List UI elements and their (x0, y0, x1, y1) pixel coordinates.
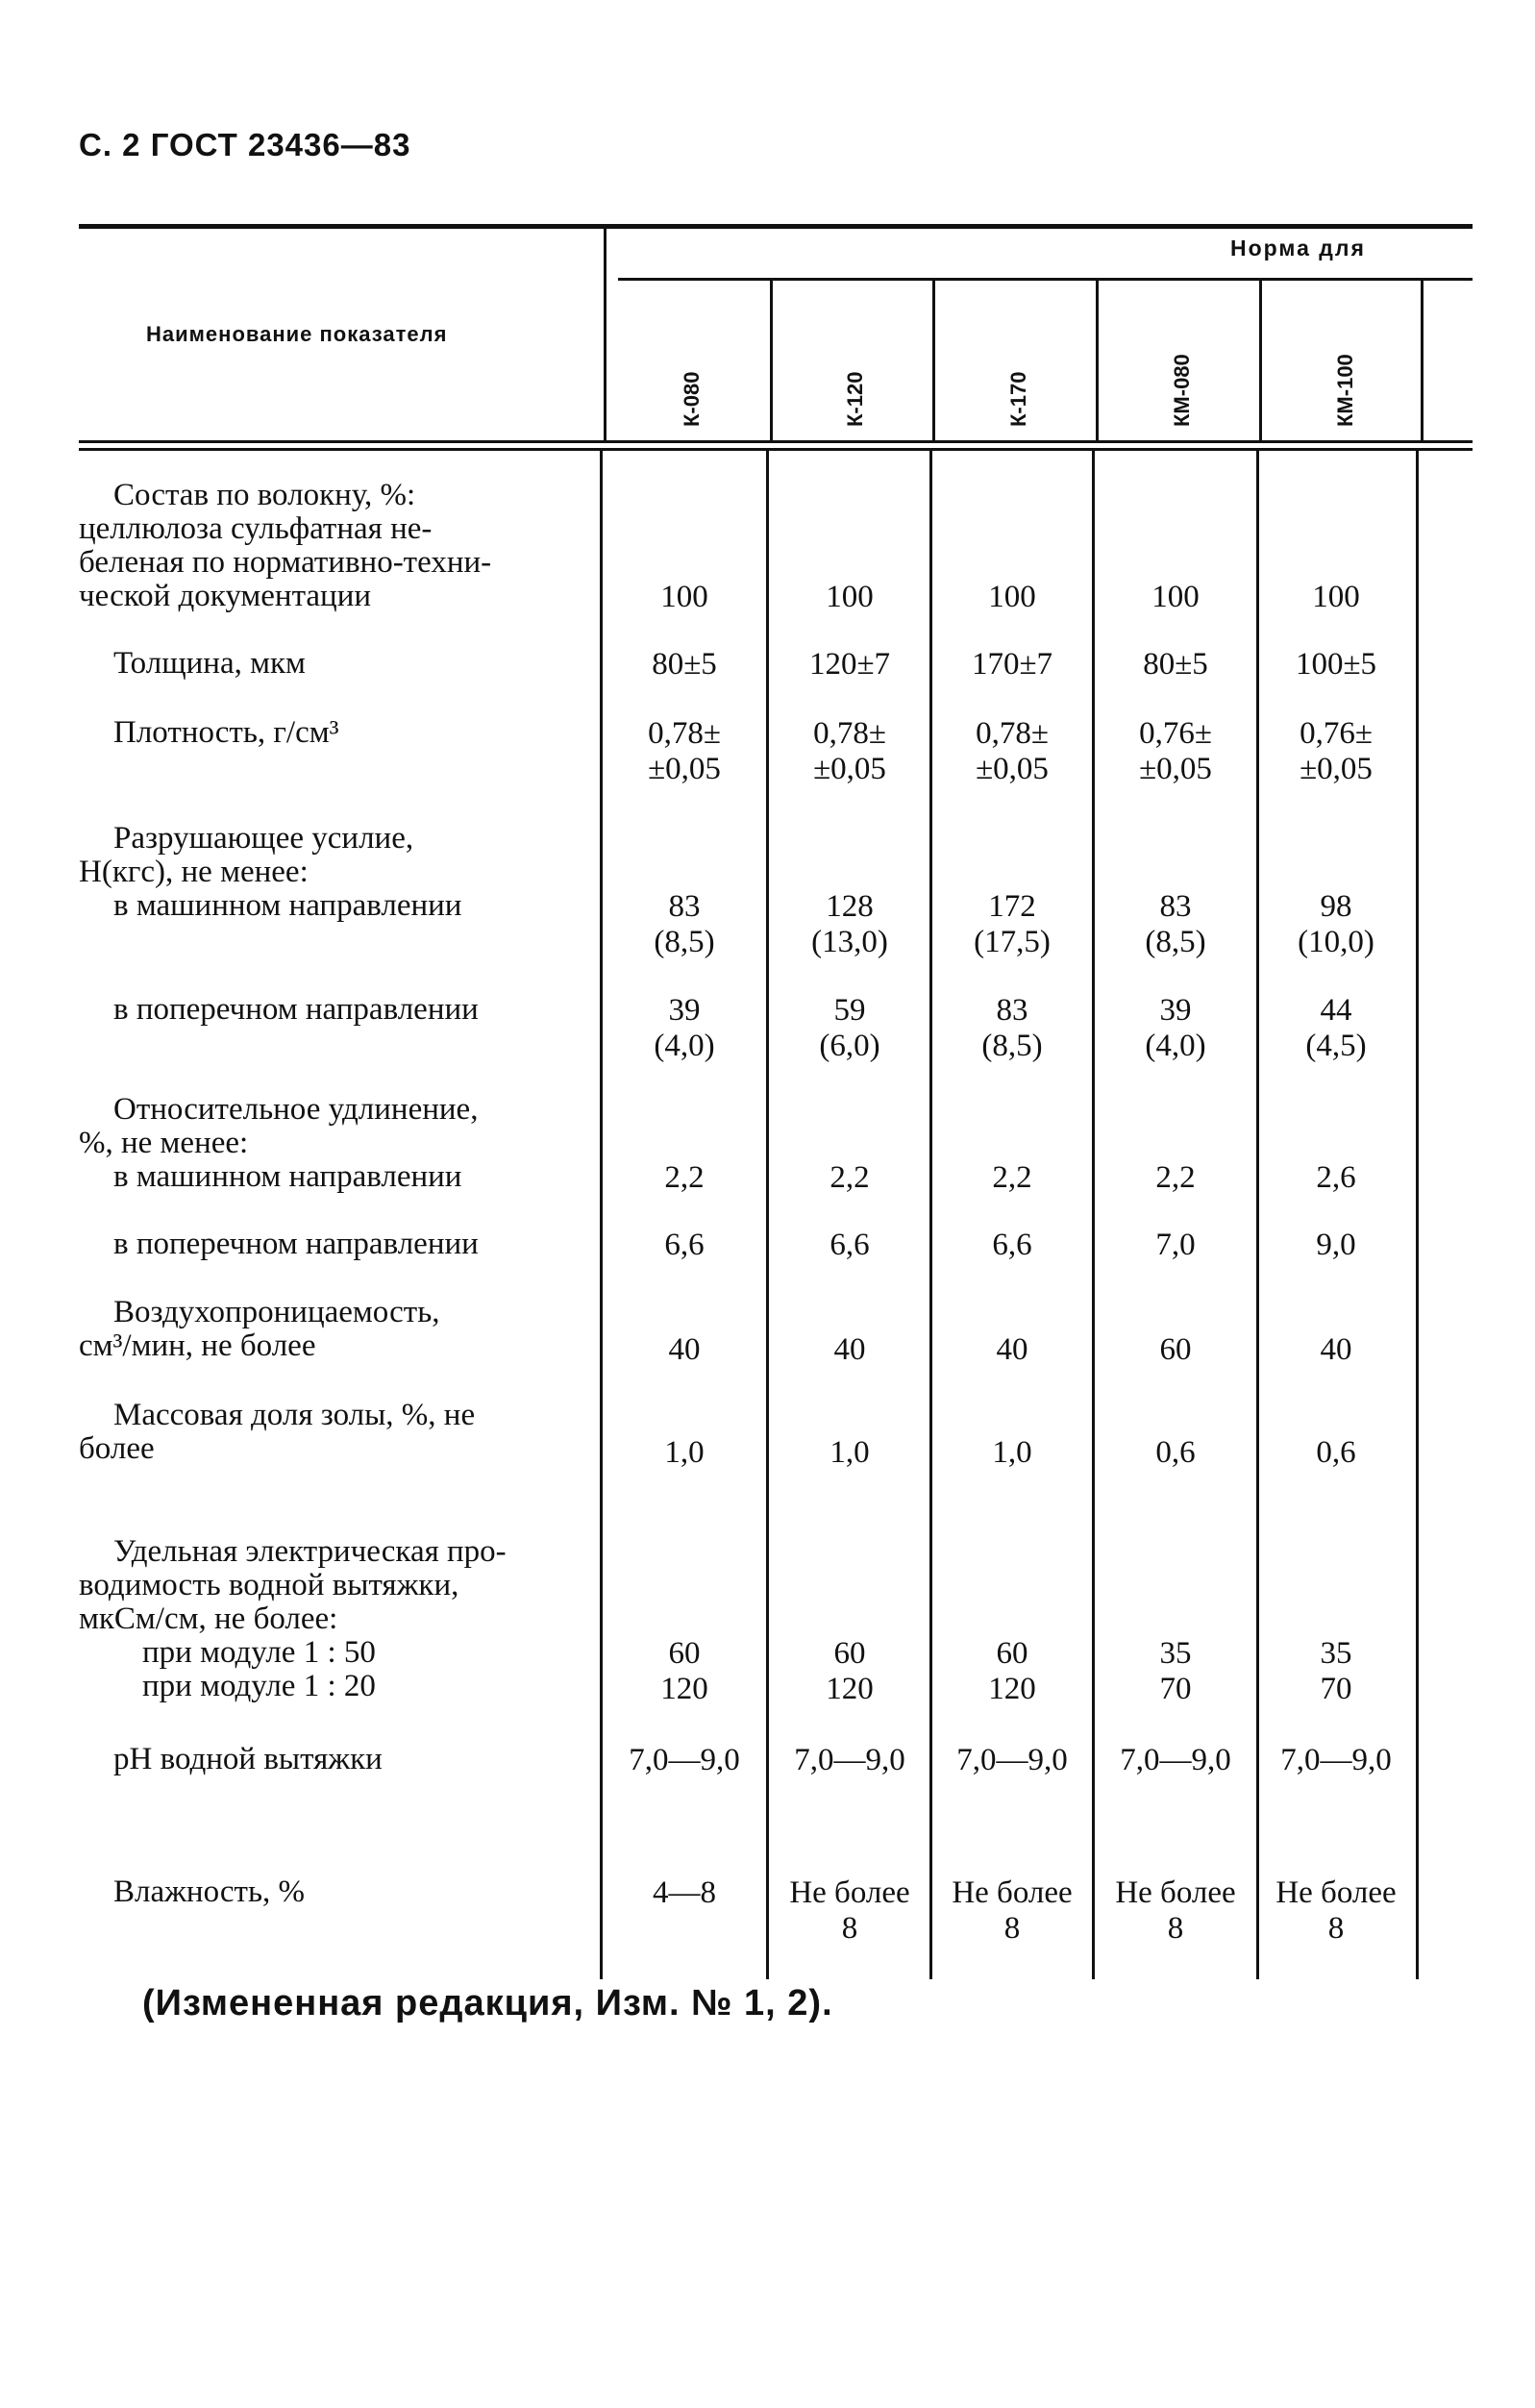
page-header: С. 2 ГОСТ 23436—83 (79, 127, 411, 162)
value-line: 83 (668, 889, 701, 924)
value-line: 0,78± (648, 716, 721, 751)
value-line: 60 (1159, 1332, 1192, 1367)
row-label-line: Воздухопроницаемость, (113, 1295, 440, 1329)
value-line: 2,6 (1316, 1160, 1356, 1195)
value-cell (930, 716, 1094, 787)
value-cell (930, 1743, 1094, 1778)
value-line: 35 (1320, 1636, 1352, 1671)
value-line: 80±5 (652, 647, 717, 682)
value-line: 8 (841, 1911, 858, 1946)
value-line: 60 (668, 1636, 701, 1671)
column-header: К-120 (843, 371, 867, 427)
value-cell (768, 889, 931, 960)
norm-header: Норма для (1230, 236, 1366, 261)
value-line: 0,6 (1316, 1435, 1356, 1470)
value-line: 7,0—9,0 (629, 1743, 740, 1777)
value-cell (1094, 1228, 1257, 1263)
value-line: 6,6 (992, 1228, 1032, 1262)
value-cell (930, 1228, 1094, 1263)
value-cell (1094, 1435, 1257, 1471)
row-label-line: %, не менее: (79, 1126, 249, 1160)
value-line: 1,0 (992, 1435, 1032, 1470)
value-cell (603, 1435, 766, 1471)
value-cell (603, 580, 766, 615)
column-header: К-170 (1006, 371, 1030, 427)
value-line: 100±5 (1295, 647, 1377, 682)
value-line: 39 (668, 993, 701, 1028)
value-cell (768, 580, 931, 615)
value-line: 70 (1320, 1672, 1352, 1706)
value-line: (4,0) (654, 1029, 715, 1063)
value-cell (1254, 889, 1418, 960)
column-divider (1259, 281, 1262, 440)
value-line: Не более (1275, 1875, 1397, 1910)
value-line: 2,2 (664, 1160, 705, 1195)
row-label (79, 479, 588, 613)
row-label (79, 1875, 588, 1909)
value-line: 100 (988, 580, 1036, 614)
value-line: 100 (826, 580, 874, 614)
value-line: ±0,05 (1139, 752, 1212, 786)
row-label (79, 716, 588, 750)
row-label-line: при модуле 1 : 20 (142, 1669, 376, 1703)
row-label-line: в поперечном направлении (113, 992, 479, 1027)
row-label (79, 1296, 588, 1363)
value-cell (1254, 1435, 1418, 1471)
value-cell (1094, 889, 1257, 960)
value-line: 83 (1159, 889, 1192, 924)
value-cell (768, 1228, 931, 1263)
column-header: КМ-100 (1333, 354, 1357, 427)
row-label (79, 1743, 588, 1776)
value-cell (1254, 1875, 1418, 1947)
value-cell (930, 1435, 1094, 1471)
row-label-line: Разрушающее усилие, (113, 821, 414, 856)
value-line: 128 (826, 889, 874, 924)
value-cell (603, 889, 766, 960)
row-label (79, 993, 588, 1027)
value-line: (10,0) (1298, 925, 1374, 959)
parameter-header: Наименование показателя (146, 322, 448, 346)
value-cell (1094, 647, 1257, 683)
column-divider (604, 229, 607, 440)
value-line: 98 (1320, 889, 1352, 924)
row-label-line: pH водной вытяжки (113, 1742, 383, 1776)
row-label-line: беленая по нормативно-техни- (79, 545, 492, 580)
value-cell (603, 1228, 766, 1263)
value-line: 83 (996, 993, 1028, 1028)
row-label-line: Плотность, г/см³ (113, 715, 339, 750)
value-line: (13,0) (811, 925, 888, 959)
value-line: 100 (1312, 580, 1360, 614)
row-label-line: мкСм/см, не более: (79, 1601, 338, 1636)
column-divider (1096, 281, 1099, 440)
value-cell (768, 1435, 931, 1471)
row-label-line: в поперечном направлении (113, 1227, 479, 1261)
value-line: 7,0—9,0 (956, 1743, 1068, 1777)
row-label (79, 647, 588, 681)
value-line: 6,6 (829, 1228, 870, 1262)
value-line: 1,0 (829, 1435, 870, 1470)
row-label (79, 822, 588, 923)
value-cell (1094, 1875, 1257, 1947)
value-cell (930, 993, 1094, 1064)
value-cell (603, 716, 766, 787)
value-cell (768, 716, 931, 787)
value-cell (1254, 993, 1418, 1064)
row-label-line: в машинном направлении (113, 888, 462, 923)
value-line: 4—8 (653, 1875, 716, 1910)
row-label-line: Н(кгс), не менее: (79, 855, 309, 889)
value-cell (603, 1743, 766, 1778)
value-cell (768, 993, 931, 1064)
value-cell (768, 1636, 931, 1707)
value-line: 172 (988, 889, 1036, 924)
value-cell (603, 1160, 766, 1196)
value-cell (1094, 580, 1257, 615)
value-line: 1,0 (664, 1435, 705, 1470)
value-line: 100 (660, 580, 708, 614)
value-line: 2,2 (829, 1160, 870, 1195)
value-line: 6,6 (664, 1228, 705, 1262)
column-header: К-080 (680, 371, 704, 427)
value-cell (930, 1875, 1094, 1947)
value-cell (1254, 647, 1418, 683)
value-line: (4,0) (1145, 1029, 1206, 1063)
table-top-rule (79, 224, 1473, 229)
value-line: 39 (1159, 993, 1192, 1028)
value-line: 120 (826, 1672, 874, 1706)
value-line: 80±5 (1143, 647, 1208, 682)
value-line: Не более (952, 1875, 1073, 1910)
value-line: 0,78± (813, 716, 886, 751)
value-line: ±0,05 (648, 752, 721, 786)
value-line: Не более (789, 1875, 910, 1910)
value-cell (930, 1636, 1094, 1707)
column-divider (1421, 281, 1424, 440)
row-label-line: Влажность, % (113, 1874, 306, 1909)
column-divider (932, 281, 935, 440)
value-cell (930, 580, 1094, 615)
value-cell (1094, 1160, 1257, 1196)
header-bottom-rule (79, 440, 1473, 443)
value-line: 9,0 (1316, 1228, 1356, 1262)
value-cell (930, 889, 1094, 960)
value-line: 8 (1327, 1911, 1345, 1946)
row-label-line: водимость водной вытяжки, (79, 1568, 459, 1602)
value-line: 44 (1320, 993, 1352, 1028)
value-line: 7,0 (1155, 1228, 1196, 1262)
value-line: 2,2 (1155, 1160, 1196, 1195)
value-cell (1254, 716, 1418, 787)
value-line: 120 (988, 1672, 1036, 1706)
value-line: 100 (1151, 580, 1200, 614)
header-bottom-rule-2 (79, 448, 1473, 451)
value-line: 70 (1159, 1672, 1192, 1706)
row-label (79, 1228, 588, 1261)
row-label-line: ческой документации (79, 579, 372, 613)
value-line: 8 (1003, 1911, 1021, 1946)
value-line: Не более (1115, 1875, 1236, 1910)
value-line: 2,2 (992, 1160, 1032, 1195)
value-cell (768, 1743, 931, 1778)
value-cell (930, 1160, 1094, 1196)
value-line: 0,76± (1300, 716, 1373, 751)
row-label-line: при модуле 1 : 50 (142, 1635, 376, 1670)
value-line: (17,5) (974, 925, 1051, 959)
value-line: 0,78± (976, 716, 1049, 751)
row-label (79, 1093, 588, 1194)
value-line: 7,0—9,0 (1120, 1743, 1231, 1777)
value-cell (1094, 1332, 1257, 1368)
value-line: 0,6 (1155, 1435, 1196, 1470)
value-line: 0,76± (1139, 716, 1212, 751)
value-line: 7,0—9,0 (794, 1743, 905, 1777)
value-line: 35 (1159, 1636, 1192, 1671)
row-label-line: см³/мин, не более (79, 1328, 316, 1363)
value-line: 7,0—9,0 (1280, 1743, 1392, 1777)
value-line: 170±7 (971, 647, 1053, 682)
value-line: 60 (833, 1636, 866, 1671)
row-label-line: Относительное удлинение, (113, 1092, 479, 1127)
value-cell (1094, 716, 1257, 787)
norm-header-rule (618, 278, 1473, 281)
value-line: (8,5) (981, 1029, 1043, 1063)
value-line: 8 (1167, 1911, 1184, 1946)
value-line: (4,5) (1305, 1029, 1367, 1063)
value-cell (1254, 1228, 1418, 1263)
value-cell (603, 647, 766, 683)
value-cell (930, 1332, 1094, 1368)
column-header: КМ-080 (1170, 354, 1194, 427)
value-cell (768, 1160, 931, 1196)
value-cell (603, 1636, 766, 1707)
value-line: 40 (996, 1332, 1028, 1367)
value-cell (1254, 580, 1418, 615)
value-cell (1254, 1743, 1418, 1778)
amendment-note: (Измененная редакция, Изм. № 1, 2). (142, 1983, 833, 2023)
value-cell (603, 1332, 766, 1368)
value-cell (768, 1875, 931, 1947)
value-line: (8,5) (654, 925, 715, 959)
row-label (79, 1399, 588, 1466)
value-line: 59 (833, 993, 866, 1028)
row-label-line: в машинном направлении (113, 1159, 462, 1194)
row-label-line: целлюлоза сульфатная не- (79, 511, 433, 546)
value-cell (768, 647, 931, 683)
value-cell (1094, 993, 1257, 1064)
value-cell (1254, 1160, 1418, 1196)
value-cell (603, 1875, 766, 1911)
value-line: ±0,05 (1300, 752, 1373, 786)
value-line: 40 (668, 1332, 701, 1367)
row-label-line: Состав по волокну, %: (113, 478, 416, 512)
row-label-line: Удельная электрическая про- (113, 1534, 507, 1569)
value-line: 40 (833, 1332, 866, 1367)
value-cell (930, 647, 1094, 683)
value-cell (1094, 1743, 1257, 1778)
value-line: ±0,05 (976, 752, 1049, 786)
value-line: 120±7 (808, 647, 891, 682)
value-line: ±0,05 (813, 752, 886, 786)
value-line: 120 (660, 1672, 708, 1706)
row-label-line: Толщина, мкм (113, 646, 306, 681)
value-cell (603, 993, 766, 1064)
value-line: (8,5) (1145, 925, 1206, 959)
row-label (79, 1535, 588, 1703)
value-line: 40 (1320, 1332, 1352, 1367)
column-divider (770, 281, 773, 440)
value-cell (1094, 1636, 1257, 1707)
value-line: (6,0) (819, 1029, 880, 1063)
value-cell (1254, 1332, 1418, 1368)
value-cell (1254, 1636, 1418, 1707)
row-label-line: более (79, 1431, 155, 1466)
value-line: 60 (996, 1636, 1028, 1671)
value-cell (768, 1332, 931, 1368)
row-label-line: Массовая доля золы, %, не (113, 1398, 476, 1432)
